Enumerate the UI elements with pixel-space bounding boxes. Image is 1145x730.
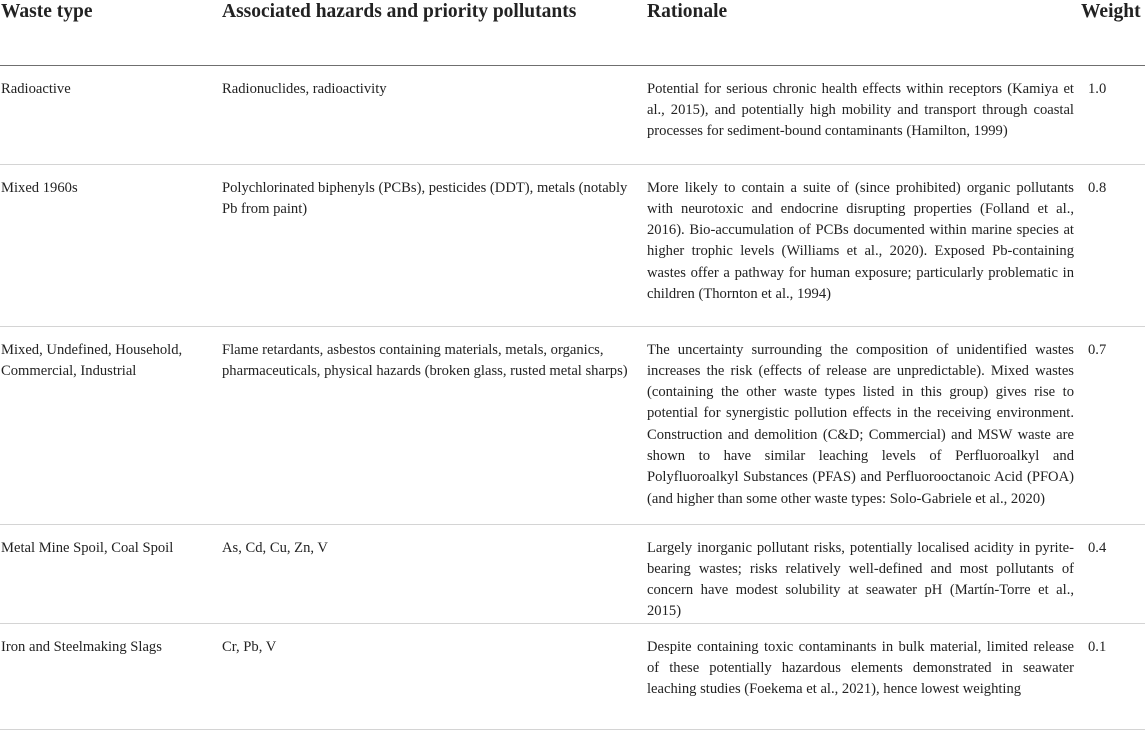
- table-header: [0, 0, 1145, 65]
- cell-weight: 0.4: [1080, 524, 1145, 623]
- cell-hazards: Flame retardants, asbestos containing materials, metals, organics, pharmaceuticals, physical hazards (broken glass, rusted metal sharps): [221, 326, 646, 524]
- header-rationale: Rationale: [646, 0, 1080, 65]
- cell-weight: 0.8: [1080, 164, 1145, 326]
- cell-waste-type: Mixed 1960s: [0, 164, 221, 326]
- cell-rationale: Despite containing toxic contaminants in bulk material, limited release of these potentially hazardous elements demonstrated in seawater leaching studies (Foekema et al., 2021), hence lowest weighting: [646, 623, 1080, 729]
- table-row: [0, 65, 1145, 164]
- cell-hazards: Cr, Pb, V: [221, 623, 646, 729]
- cell-weight: 1.0: [1080, 65, 1145, 164]
- cell-waste-type: Iron and Steelmaking Slags: [0, 623, 221, 729]
- cell-weight: 0.7: [1080, 326, 1145, 524]
- table-row: [0, 326, 1145, 524]
- table-row: [0, 164, 1145, 326]
- cell-waste-type: Metal Mine Spoil, Coal Spoil: [0, 524, 221, 623]
- header-hazards: Associated hazards and priority pollutants: [221, 0, 646, 65]
- header-waste-type: Waste type: [0, 0, 221, 65]
- header-row: [0, 0, 1145, 65]
- header-weight: Weight: [1080, 0, 1145, 65]
- cell-hazards: Polychlorinated biphenyls (PCBs), pesticides (DDT), metals (notably Pb from paint): [221, 164, 646, 326]
- cell-waste-type: Radioactive: [0, 65, 221, 164]
- table-body: [0, 65, 1145, 729]
- cell-rationale: The uncertainty surrounding the composition of unidentified wastes increases the risk (effects of release are unpredictable). Mixed wastes (containing the other waste types listed in this group) gives rise to potential for synergistic pollution effects in the receiving environment. Construction and demolition (C&D; Commercial) and MSW waste are shown to have similar leaching levels of Perfluoroalkyl and Polyfluoroalkyl Substances (PFAS) and Perfluorooctanoic Acid (PFOA) (and higher than some other waste types: Solo-Gabriele et al., 2020): [646, 326, 1080, 524]
- cell-rationale: Potential for serious chronic health effects within receptors (Kamiya et al., 2015), and potentially high mobility and transport through coastal processes for sediment-bound contaminants (Hamilton, 1999): [646, 65, 1080, 164]
- cell-weight: 0.1: [1080, 623, 1145, 729]
- table-row: [0, 623, 1145, 729]
- table-row: [0, 524, 1145, 623]
- cell-hazards: Radionuclides, radioactivity: [221, 65, 646, 164]
- cell-hazards: As, Cd, Cu, Zn, V: [221, 524, 646, 623]
- cell-rationale: More likely to contain a suite of (since prohibited) organic pollutants with neurotoxic and endocrine disrupting properties (Folland et al., 2016). Bio-accumulation of PCBs documented within marine species at higher trophic levels (Williams et al., 2020). Exposed Pb-containing wastes offer a pathway for human exposure; particularly problematic in children (Thornton et al., 1994): [646, 164, 1080, 326]
- cell-waste-type: Mixed, Undefined, Household, Commercial, Industrial: [0, 326, 221, 524]
- cell-rationale: Largely inorganic pollutant risks, potentially localised acidity in pyrite-bearing wastes; risks relatively well-defined and most pollutants of concern have modest solubility at seawater pH (Martín-Torre et al., 2015): [646, 524, 1080, 623]
